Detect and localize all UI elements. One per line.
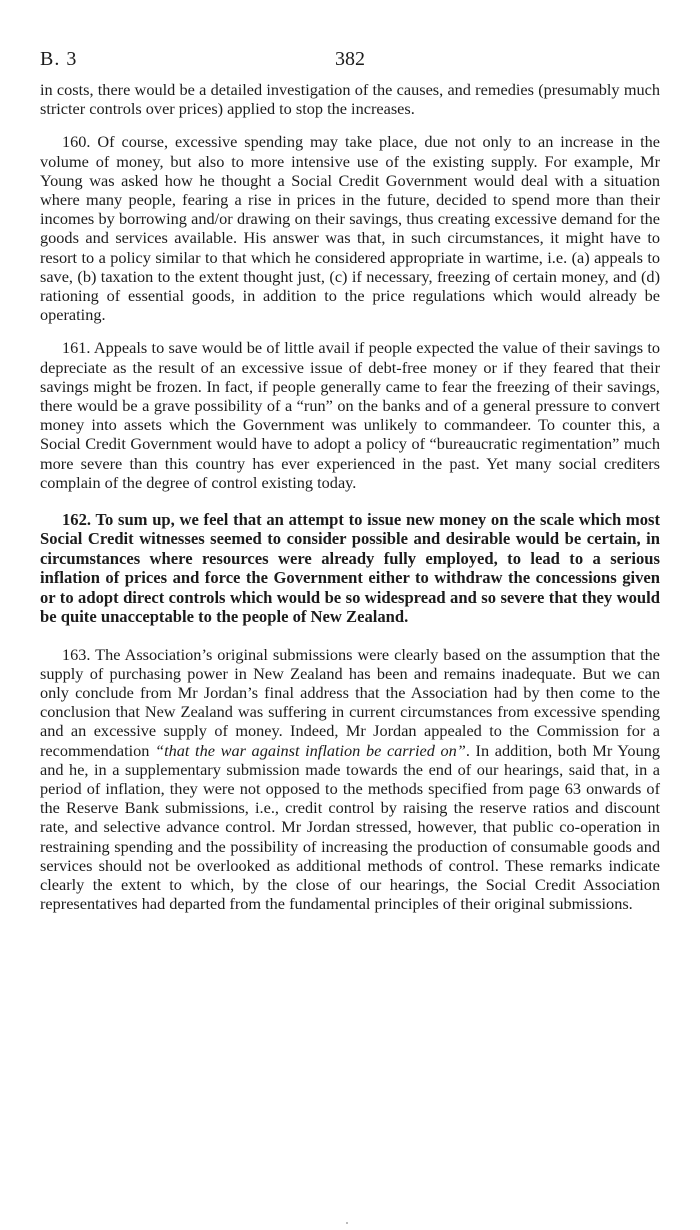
document-reference: B. 3 xyxy=(40,48,78,70)
paragraph-163-text-end: . In addition, both Mr Young and he, in a supplementary submission made towards the end of our hearings, said that, in a period of inflation, they were not opposed to the methods specified from page 63 onwards of the Reserve Bank submissions, i.e., credit control by raising the reserve ratios and discount rate, and selective advance control. Mr Jordan stressed, however, that public co-operation in restraining spending and the possibility of increasing the production of consumable goods and services should not be overlooked as additional methods of control. These remarks indicate clearly the extent to which, by the close of our hearings, the Social Credit Association representatives had departed from the fundamental principles of their original submissions. xyxy=(40,740,660,914)
paragraph-163-quote: “that the war against inflation be carried on” xyxy=(155,740,466,760)
paragraph-161: 161. Appeals to save would be of little avail if people expected the value of their savings to depreciate as the result of an excessive issue of debt-free money or if they feared that their savings might be frozen. In fact, if people generally came to fear the freezing of their savings, there would be a grave possibility of a “run” on the banks and of a general pressure to convert money into assets which the Government was unlikely to commandeer. To counter this, a Social Credit Government would have to adopt a policy of “bureaucratic regimentation” much more severe than this country has ever experienced in the past. Yet many social crediters complain of the degree of control existing today. xyxy=(40,338,660,492)
paragraph-163-text-start: 163. The Association’s original submissions were clearly based on the assumption that the supply of purchasing power in New Zealand has been and remains inadequate. But we can only conclude from Mr Jordan’s final address that the Association had by then come to the conclusion that New Zealand was suffering in current circumstances from excessive spending and an excessive supply of money. Indeed, Mr Jordan appealed to the Commission for a recommendation xyxy=(40,644,660,760)
page-number: 382 xyxy=(335,48,365,70)
page-header xyxy=(40,44,660,80)
document-page xyxy=(40,44,660,927)
scan-speck xyxy=(346,1222,348,1224)
paragraph-162-summary: 162. To sum up, we feel that an attempt to issue new money on the scale which most Social Credit witnesses seemed to consider possible and desirable would be certain, in circumstances where resources were already fully employed, to lead to a serious inflation of prices and force the Government either to withdraw the concessions given or to adopt direct controls which would be so widespread and so severe that they would be quite unacceptable to the people of New Zealand. xyxy=(40,510,660,627)
paragraph-163 xyxy=(40,645,660,914)
paragraph-continued: in costs, there would be a detailed investigation of the causes, and remedies (presumably much stricter controls over prices) applied to stop the increases. xyxy=(40,80,660,119)
paragraph-160: 160. Of course, excessive spending may take place, due not only to an increase in the volume of money, but also to more intensive use of the existing supply. For example, Mr Young was asked how he thought a Social Credit Government would deal with a situation where many people, fearing a rise in prices in the future, decided to spend more than their incomes by borrowing and/or drawing on their savings, thus creating excessive demand for the goods and services available. His answer was that, in such circumstances, it might have to resort to a policy similar to that which he considered appropriate in wartime, i.e. (a) appeals to save, (b) taxation to the extent thought just, (c) if necessary, freezing of certain money, and (d) rationing of essential goods, in addition to the price regulations which would already be operating. xyxy=(40,132,660,325)
